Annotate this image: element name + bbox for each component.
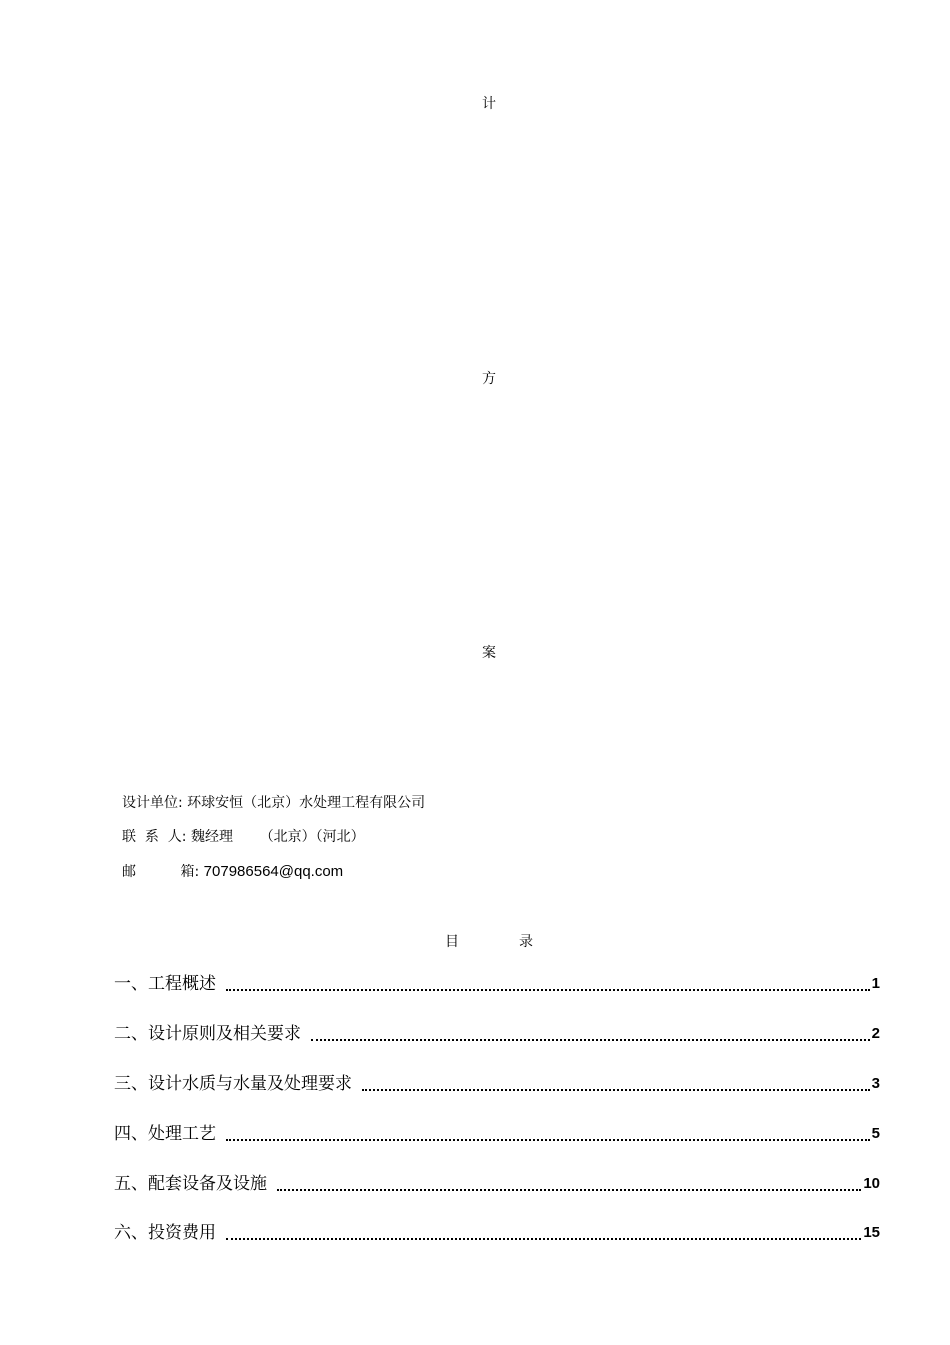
toc-item-label: 六、投资费用 bbox=[114, 1223, 216, 1243]
toc-item-label: 三、设计水质与水量及处理要求 bbox=[114, 1074, 352, 1094]
design-unit-value: 环球安恒（北京）水处理工程有限公司 bbox=[187, 795, 426, 811]
toc-leader-dots bbox=[226, 974, 870, 994]
toc-item-page: 3 bbox=[871, 1075, 880, 1092]
design-unit-label: 设计单位: bbox=[122, 795, 183, 811]
toc-item[interactable] bbox=[114, 1072, 880, 1094]
toc-item[interactable] bbox=[114, 1172, 880, 1194]
contact-label: 联 系 人: bbox=[122, 829, 187, 845]
toc-leader-dots bbox=[362, 1074, 870, 1094]
title-char-an: 案 bbox=[482, 645, 496, 661]
toc-leader-dots bbox=[226, 1223, 861, 1243]
toc-heading-lu: 录 bbox=[519, 934, 533, 950]
toc-item-page: 1 bbox=[871, 975, 880, 992]
toc-item-page: 10 bbox=[863, 1175, 880, 1192]
contact-line bbox=[122, 828, 365, 846]
toc-item[interactable] bbox=[114, 1221, 880, 1243]
toc-heading bbox=[0, 934, 950, 950]
toc-leader-dots bbox=[277, 1174, 861, 1194]
toc-item-label: 五、配套设备及设施 bbox=[114, 1174, 267, 1194]
toc-item-page: 15 bbox=[863, 1224, 880, 1241]
toc-item-label: 一、工程概述 bbox=[114, 974, 216, 994]
toc-leader-dots bbox=[311, 1024, 870, 1044]
email-label: 邮 箱: bbox=[122, 864, 200, 880]
toc-heading-mu: 目 bbox=[445, 934, 459, 950]
design-unit-line bbox=[122, 794, 425, 812]
title-char-ji: 计 bbox=[482, 96, 496, 112]
toc-item-label: 四、处理工艺 bbox=[114, 1124, 216, 1144]
email-line bbox=[122, 863, 343, 881]
toc-item[interactable] bbox=[114, 1122, 880, 1144]
toc-item[interactable] bbox=[114, 1022, 880, 1044]
contact-regions: （北京）（河北） bbox=[259, 829, 365, 845]
toc-item-page: 5 bbox=[871, 1125, 880, 1142]
title-char-fang: 方 bbox=[482, 371, 496, 387]
contact-value: 魏经理 bbox=[190, 829, 233, 845]
toc-item-label: 二、设计原则及相关要求 bbox=[114, 1024, 301, 1044]
email-value: 707986564@qq.com bbox=[203, 863, 344, 880]
toc-item[interactable] bbox=[114, 972, 880, 994]
toc-leader-dots bbox=[226, 1124, 870, 1144]
toc-item-page: 2 bbox=[871, 1025, 880, 1042]
